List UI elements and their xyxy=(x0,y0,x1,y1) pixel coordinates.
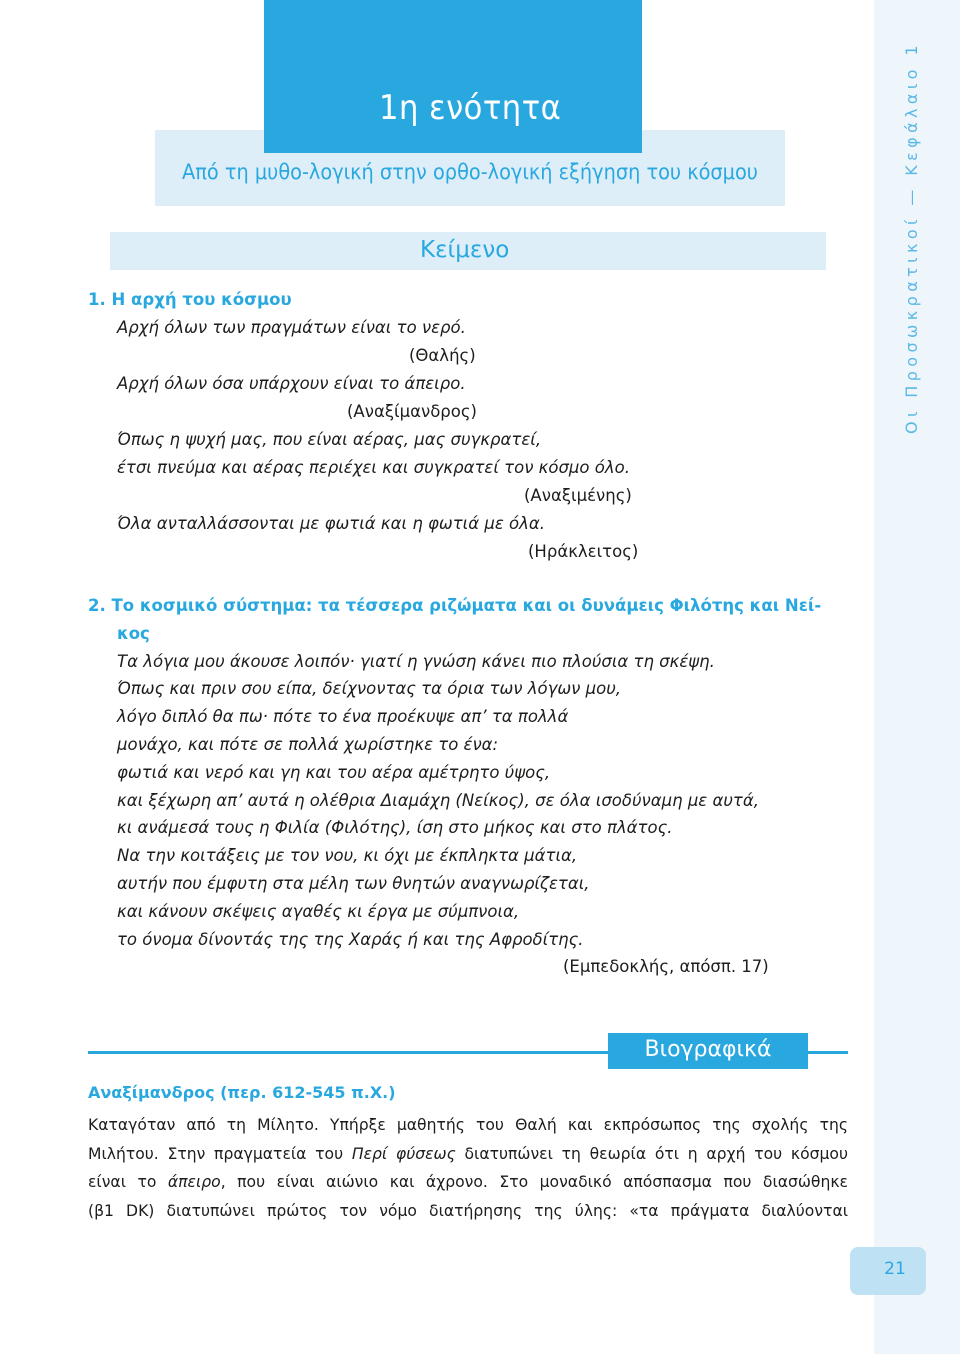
poem-line: κι ανάμεσά τους η Φιλία (Φιλότης), ίση στο μήκος και στο πλάτος. xyxy=(117,818,673,838)
poem-line: λόγο διπλό θα πω· πότε το ένα προέκυψε απ’ τα πολλά xyxy=(117,707,569,727)
quote-author: (Ηράκλειτος) xyxy=(528,542,639,561)
quote-author: (Αναξίμανδρος) xyxy=(347,402,477,421)
poem-line: μονάχο, και πότε σε πολλά χωρίστηκε το ένα: xyxy=(117,734,499,754)
chapter-side-label: Οι Προσωκρατικοί — Κεφάλαιο 1 xyxy=(902,41,921,434)
bio-term: άπειρο xyxy=(167,1173,221,1191)
bio-line xyxy=(88,1168,848,1197)
unit-subtitle: Από τη μυθο-λογική στην ορθο-λογική εξήγηση του κόσμου xyxy=(182,160,758,184)
quote-author: (Αναξιμένης) xyxy=(524,486,632,505)
section-1-heading: 1. Η αρχή του κόσμου xyxy=(88,290,292,309)
bio-text-run: διατυπώνει τη θεωρία ότι η αρχή του κόσμου xyxy=(455,1144,848,1163)
quote-line: Όλα ανταλλάσσονται με φωτιά και η φωτιά με όλα. xyxy=(117,514,546,533)
bio-text-run: είναι το xyxy=(88,1173,168,1191)
unit-title: 1η ενότητα xyxy=(379,88,562,128)
page-number: 21 xyxy=(884,1259,906,1279)
bio-line xyxy=(88,1140,848,1169)
unit-title-panel xyxy=(264,0,642,153)
section-label: Κείμενο xyxy=(420,237,510,263)
poem-line: αυτήν που έμφυτη στα μέλη των θνητών αναγνωρίζεται, xyxy=(117,873,590,893)
bio-line: (β1 DK) διατυπώνει πρώτος τον νόμο διατήρησης της ύλης: «τα πράγματα διαλύονται xyxy=(88,1201,848,1220)
section-2 xyxy=(88,592,821,981)
bio-text-run: Μιλήτου. Στην πραγματεία του xyxy=(88,1144,352,1163)
poem-attribution: (Εμπεδοκλής, απόσπ. 17) xyxy=(563,957,769,977)
bio-work-title: Περί φύσεως xyxy=(351,1144,456,1163)
quote-author: (Θαλής) xyxy=(409,346,476,365)
poem-line: Να την κοιτάξεις με τον νου, κι όχι με έκπληκτα μάτια, xyxy=(117,846,578,866)
bio-person-name: Αναξίμανδρος (περ. 612-545 π.Χ.) xyxy=(88,1083,396,1102)
quote-line: Αρχή όλων των πραγμάτων είναι το νερό. xyxy=(117,318,466,337)
bio-paragraph xyxy=(88,1111,848,1225)
poem-line: φωτιά και νερό και γη και του αέρα αμέτρητο ύψος, xyxy=(117,762,551,782)
bio-text-run: , που είναι αιώνιο και άχρονο. Στο μοναδικό απόσπασμα που διασώθηκε xyxy=(220,1173,848,1191)
quote-line: έτσι πνεύμα και αέρας περιέχει και συγκρατεί τον κόσμο όλο. xyxy=(117,458,630,477)
section-2-heading-line-1: 2. Το κοσμικό σύστημα: τα τέσσερα ριζώματα και οι δυνάμεις Φιλότης και Νεί- xyxy=(88,596,822,615)
poem-line: Τα λόγια μου άκουσε λοιπόν· γιατί η γνώση κάνει πιο πλούσια τη σκέψη. xyxy=(117,651,715,671)
quote-line: Όπως η ψυχή μας, που είναι αέρας, μας συγκρατεί, xyxy=(117,430,542,449)
poem-line: το όνομα δίνοντάς της της Χαράς ή και της Αφροδίτης. xyxy=(117,929,584,949)
section-1 xyxy=(88,286,638,566)
poem-line: Όπως και πριν σου είπα, δείχνοντας τα όρια των λόγων μου, xyxy=(117,679,622,699)
section-2-heading-line-2: κος xyxy=(117,623,150,643)
quote-line: Αρχή όλων όσα υπάρχουν είναι το άπειρο. xyxy=(117,374,466,393)
poem-line: και κάνουν σκέψεις αγαθές κι έργα με σύμπνοια, xyxy=(117,901,520,921)
bio-line: Καταγόταν από τη Μίλητο. Υπήρξε μαθητής του Θαλή και εκπρόσωπος της σχολής της xyxy=(88,1116,848,1134)
poem-line: και ξέχωρη απ’ αυτά η ολέθρια Διαμάχη (Νείκος), σε όλα ισοδύναμη με αυτά, xyxy=(117,790,759,810)
biografika-title: Βιογραφικά xyxy=(644,1037,772,1062)
